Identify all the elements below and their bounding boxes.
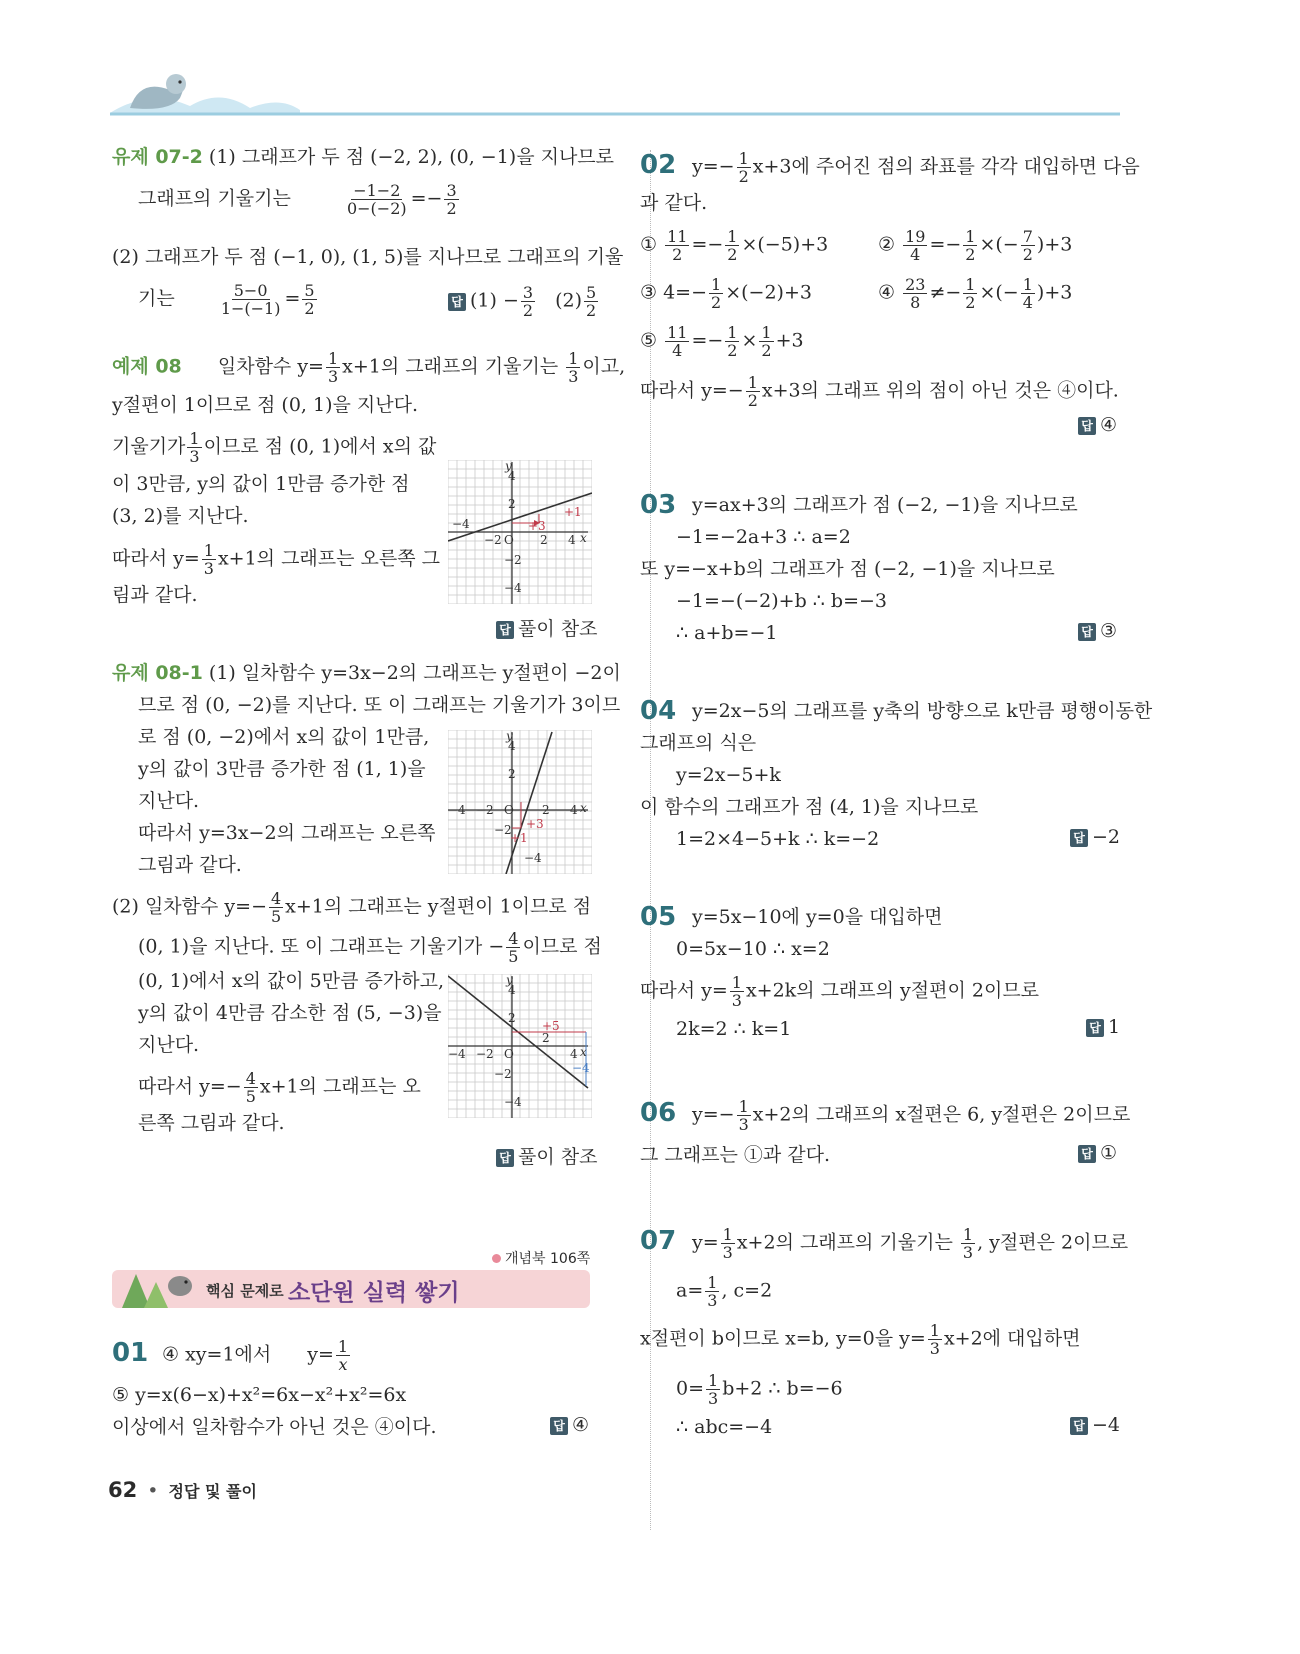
svg-text:−4: −4 — [448, 1047, 466, 1061]
q01-line2: ⑤ y=x(6−x)+x²=6x−x²+x²=6x — [112, 1384, 407, 1406]
svg-text:4: 4 — [508, 983, 516, 997]
q04-line1: y=2x−5의 그래프를 y축의 방향으로 k만큼 평행이동한 — [692, 700, 1153, 722]
q07-line5: ∴ abc=−4 — [676, 1416, 773, 1438]
svg-text:O: O — [504, 533, 514, 547]
ex08-1-answer: 답 풀이 참조 — [496, 1142, 597, 1169]
svg-text:O: O — [504, 1047, 514, 1061]
ex08-1-line1: 유제 08-1 (1) 일차함수 y=3x−2의 그래프는 y절편이 −2이 — [112, 662, 621, 684]
q01-line3: 이상에서 일차함수가 아닌 것은 ④이다. — [112, 1416, 437, 1438]
ex07-2-line3: (2) 그래프가 두 점 (−1, 0), (1, 5)를 지나므로 그래프의 기울 — [112, 246, 624, 268]
q03-line3: 또 y=−x+b의 그래프가 점 (−2, −1)을 지나므로 — [640, 558, 1055, 580]
ex08-1-line7: 그림과 같다. — [138, 854, 242, 876]
svg-text:2: 2 — [542, 803, 550, 817]
q03-line1: y=ax+3의 그래프가 점 (−2, −1)을 지나므로 — [692, 494, 1078, 516]
q02-answer: 답 ④ — [1078, 414, 1117, 436]
svg-text:−4: −4 — [448, 803, 466, 817]
svg-text:+1: +1 — [564, 505, 582, 519]
question-06-number: 06 — [640, 1098, 677, 1128]
q02-line2: 과 같다. — [640, 192, 708, 214]
svg-text:−2: −2 — [494, 1067, 512, 1081]
svg-text:4: 4 — [508, 469, 516, 483]
ex08-line7: 림과 같다. — [112, 584, 198, 606]
answer-mark-icon: 답 — [550, 1417, 568, 1435]
ex08-line3: 기울기가 $\frac{1}{3}$ 이므로 점 (0, 1)에서 x의 값 — [112, 429, 437, 466]
ex08-answer: 답 풀이 참조 — [496, 614, 597, 641]
ex08-1-tag: 유제 08-1 — [112, 662, 203, 684]
q07-line1: y= $\frac{1}{3}$ x+2의 그래프의 기울기는 $\frac{1}{3}$ , y절편은 2이므로 — [692, 1225, 1129, 1262]
section-banner: 핵심 문제로 소단원 실력 쌓기 — [112, 1270, 590, 1308]
svg-text:+3: +3 — [526, 817, 544, 831]
graph-ex08-1-part1 — [448, 730, 592, 874]
q05-answer: 답 1 — [1086, 1016, 1120, 1038]
svg-text:2: 2 — [508, 1011, 516, 1025]
answer-mark-icon: 답 — [1070, 1417, 1088, 1435]
svg-text:4: 4 — [568, 533, 576, 547]
ex07-2-line4: 기는 $\frac{5-0}{1-(-1)}$ = $\frac{5}{2}$ — [138, 281, 315, 318]
q04-line4: 이 함수의 그래프가 점 (4, 1)을 지나므로 — [640, 796, 979, 818]
q01-answer: 답 ④ — [550, 1414, 589, 1436]
ex07-2-answer: 답 (1) − $\frac{3}{2}$ (2) $\frac{5}{2}$ — [448, 284, 600, 319]
q03-answer: 답 ③ — [1078, 620, 1117, 642]
svg-text:y: y — [506, 974, 513, 987]
q04-line3: y=2x−5+k — [676, 764, 781, 786]
ex07-2-line2: 그래프의 기울기는 $\frac{-1-2}{0-(-2)}$ =− $\frac{3}{2}$ — [138, 181, 457, 218]
q04-line2: 그래프의 식은 — [640, 732, 757, 754]
answer-mark-icon: 답 — [1078, 1145, 1096, 1163]
question-03-number: 03 — [640, 490, 677, 520]
answer-mark-icon: 답 — [1078, 417, 1096, 435]
ex08-1-line12: 지난다. — [138, 1034, 200, 1056]
tree-bird-icon — [116, 1260, 196, 1310]
ex08-1-line13: 따라서 y=− $\frac{4}{5}$ x+1의 그래프는 오 — [138, 1069, 421, 1106]
ex08-1-line11: y의 값이 4만큼 감소한 점 (5, −3)을 — [138, 1002, 442, 1024]
q02-line1: y=− $\frac{1}{2}$ x+3에 주어진 점의 좌표를 각각 대입하면 다음 — [692, 149, 1140, 186]
svg-text:−2: −2 — [484, 533, 502, 547]
answer-mark-icon: 답 — [1070, 829, 1088, 847]
ex08-1-line3: 로 점 (0, −2)에서 x의 값이 1만큼, — [138, 726, 430, 748]
q07-line2: a= $\frac{1}{3}$ , c=2 — [676, 1273, 773, 1310]
svg-text:4: 4 — [570, 1047, 578, 1061]
svg-text:−4: −4 — [504, 1095, 522, 1109]
q02-opt2: ② $\frac{19}{4}$ =− $\frac{1}{2}$ ×(− $\frac{7}{2}$ )+3 — [878, 227, 1073, 264]
svg-text:x: x — [580, 1045, 587, 1059]
question-07-number: 07 — [640, 1226, 677, 1256]
svg-text:−2: −2 — [476, 803, 494, 817]
header-seal-illustration — [110, 68, 1120, 118]
svg-text:+5: +5 — [542, 1019, 560, 1033]
concept-book-ref: 개념북 106쪽 — [492, 1248, 590, 1268]
answer-mark-icon: 답 — [448, 293, 466, 311]
q05-line1: y=5x−10에 y=0을 대입하면 — [692, 906, 943, 928]
ex08-1-line14: 른쪽 그림과 같다. — [138, 1112, 285, 1134]
q04-answer: 답 −2 — [1070, 826, 1120, 848]
ex08-line6: 따라서 y= $\frac{1}{3}$ x+1의 그래프는 오른쪽 그 — [112, 541, 440, 578]
svg-text:−4: −4 — [452, 517, 470, 531]
question-02-number: 02 — [640, 150, 677, 180]
svg-text:2: 2 — [542, 1031, 550, 1045]
graph-ex08-1-part2 — [448, 974, 592, 1118]
ex08-line2: y절편이 1이므로 점 (0, 1)을 지난다. — [112, 394, 418, 416]
q02-line3: 따라서 y=− $\frac{1}{2}$ x+3의 그래프 위의 점이 아닌 것은 ④이다. — [640, 373, 1119, 410]
ex08-1-line4: y의 값이 3만큼 증가한 점 (1, 1)을 — [138, 758, 426, 780]
q02-opt4: ④ $\frac{23}{8}$ ≠− $\frac{1}{2}$ ×(− $\frac{1}{4}$ )+3 — [878, 275, 1073, 312]
svg-text:−4: −4 — [504, 581, 522, 595]
svg-text:−2: −2 — [494, 823, 512, 837]
page-number: 62 — [108, 1478, 138, 1502]
q06-line1: y=− $\frac{1}{3}$ x+2의 그래프의 x절편은 6, y절편은 2이므로 — [692, 1097, 1131, 1134]
q07-answer: 답 −4 — [1070, 1414, 1120, 1436]
ex08-1-line8: (2) 일차함수 y=− $\frac{4}{5}$ x+1의 그래프는 y절편이 1이므로 점 — [112, 889, 592, 926]
svg-text:4: 4 — [508, 739, 516, 753]
svg-text:+3: +3 — [528, 519, 546, 533]
q07-line3: x절편이 b이므로 x=b, y=0을 y= $\frac{1}{3}$ x+2에 대입하면 — [640, 1321, 1081, 1358]
svg-text:2: 2 — [508, 767, 516, 781]
svg-text:O: O — [504, 803, 514, 817]
ex08-1-line10: (0, 1)에서 x의 값이 5만큼 증가하고, — [138, 970, 444, 992]
answer-mark-icon: 답 — [496, 1149, 514, 1167]
q03-line4: −1=−(−2)+b ∴ b=−3 — [676, 590, 888, 612]
svg-text:x: x — [580, 801, 587, 815]
ex08-tag: 예제 08 — [112, 355, 182, 378]
ex07-2-line1: 유제 07-2 (1) 그래프가 두 점 (−2, 2), (0, −1)을 지나므로 — [112, 146, 615, 168]
ex08-1-line9: (0, 1)을 지난다. 또 이 그래프는 기울기가 − $\frac{4}{5}$ 이므로 점 — [138, 929, 602, 966]
q02-opt5: ⑤ $\frac{11}{4}$ =− $\frac{1}{2}$ × $\frac{1}{2}$ +3 — [640, 323, 804, 360]
q05-line3: 따라서 y= $\frac{1}{3}$ x+2k의 그래프의 y절편이 2이므로 — [640, 973, 1040, 1010]
answer-mark-icon: 답 — [1086, 1019, 1104, 1037]
q03-line2: −1=−2a+3 ∴ a=2 — [676, 526, 851, 548]
q07-line4: 0= $\frac{1}{3}$ b+2 ∴ b=−6 — [676, 1371, 843, 1408]
svg-text:−4: −4 — [524, 851, 542, 865]
q05-line2: 0=5x−10 ∴ x=2 — [676, 938, 830, 960]
svg-text:x: x — [580, 531, 587, 545]
q02-opt1: ① $\frac{11}{2}$ =− $\frac{1}{2}$ ×(−5)+3 — [640, 227, 829, 264]
svg-text:+1: +1 — [510, 831, 528, 845]
question-01-number: 01 — [112, 1338, 149, 1368]
svg-text:y: y — [506, 730, 513, 743]
ex08-line1: 예제 08 일차함수 y= $\frac{1}{3}$ x+1의 그래프의 기울기는 $\frac{1}{3}$ 이고, — [112, 349, 626, 386]
graph-ex08 — [448, 460, 592, 604]
q02-opt3: ③ 4=− $\frac{1}{2}$ ×(−2)+3 — [640, 275, 812, 312]
svg-text:4: 4 — [570, 803, 578, 817]
page-footer: 62 • 정답 및 풀이 — [108, 1478, 257, 1502]
footer-title: 정답 및 풀이 — [168, 1482, 257, 1501]
ex08-line4: 이 3만큼, y의 값이 1만큼 증가한 점 — [112, 473, 410, 495]
q05-line4: 2k=2 ∴ k=1 — [676, 1018, 792, 1040]
svg-text:2: 2 — [508, 497, 516, 511]
ex08-1-line2: 므로 점 (0, −2)를 지난다. 또 이 그래프는 기울기가 3이므 — [138, 694, 621, 716]
ex08-line5: (3, 2)를 지난다. — [112, 505, 249, 527]
svg-text:−4: −4 — [572, 1061, 590, 1075]
q03-line5: ∴ a+b=−1 — [676, 622, 778, 644]
ex07-2-tag: 유제 07-2 — [112, 146, 203, 168]
question-05-number: 05 — [640, 902, 677, 932]
ex08-1-line6: 따라서 y=3x−2의 그래프는 오른쪽 — [138, 822, 436, 844]
answer-mark-icon: 답 — [1078, 623, 1096, 641]
q06-line2: 그 그래프는 ①과 같다. — [640, 1144, 830, 1166]
svg-text:−2: −2 — [504, 553, 522, 567]
q04-line5: 1=2×4−5+k ∴ k=−2 — [676, 828, 880, 850]
svg-text:2: 2 — [540, 533, 548, 547]
g1-label: y — [505, 460, 512, 473]
ex08-1-line5: 지난다. — [138, 790, 200, 812]
answer-mark-icon: 답 — [496, 621, 514, 639]
question-04-number: 04 — [640, 696, 677, 726]
svg-text:−2: −2 — [476, 1047, 494, 1061]
q06-answer: 답 ① — [1078, 1142, 1117, 1164]
q01-line1: ④ xy=1에서 y= $\frac{1}{x}$ — [162, 1337, 349, 1374]
